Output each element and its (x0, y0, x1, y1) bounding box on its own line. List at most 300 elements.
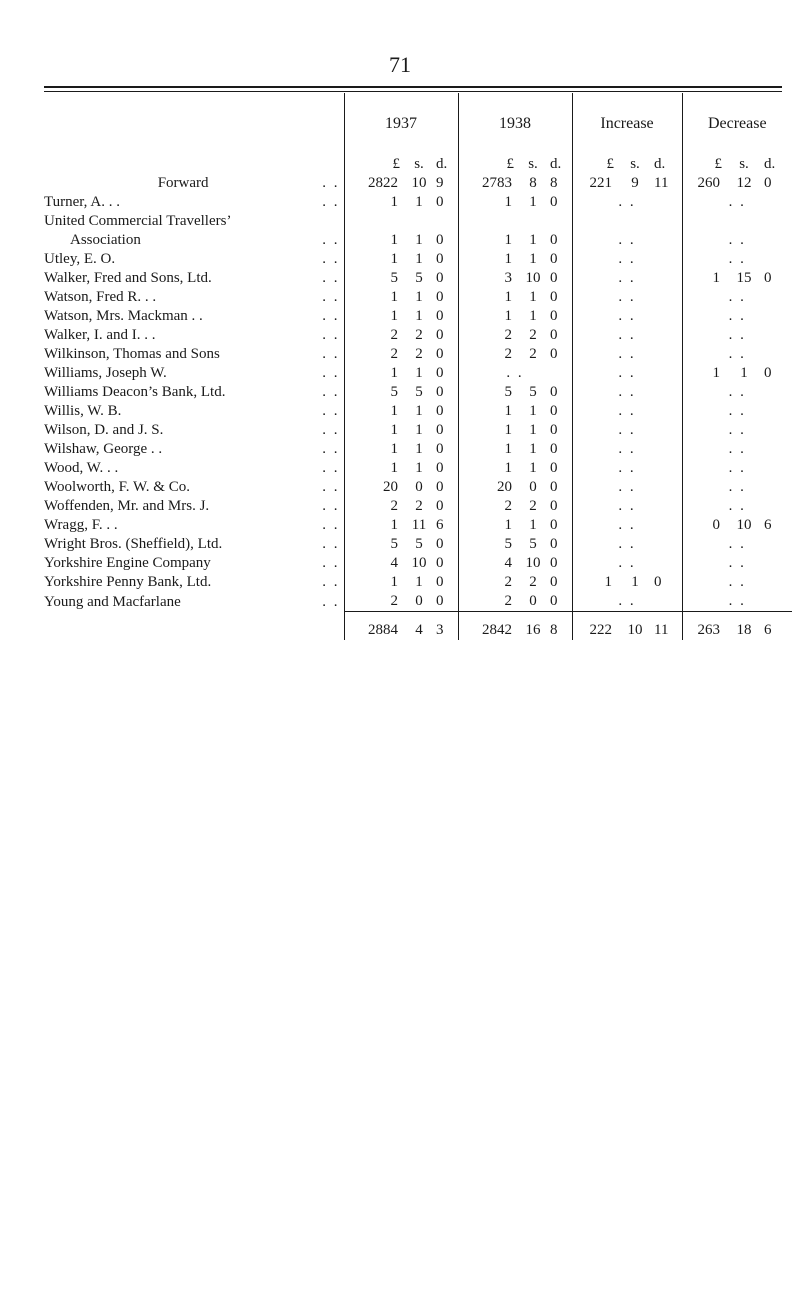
amount-1938-shillings: 1 (529, 194, 537, 210)
amount-1938-pounds: 5 (458, 383, 520, 402)
row-name (44, 212, 344, 231)
decrease-pence: 0 (764, 270, 772, 286)
row-name (44, 440, 344, 459)
table-body (44, 155, 792, 640)
row-name (44, 592, 344, 612)
leader-dots: . . (322, 441, 340, 457)
amount-1937-shillings: 0 (415, 593, 423, 609)
total-decrease-pence: 6 (760, 612, 792, 641)
amount-1937-pence: 0 (436, 460, 444, 476)
increase-empty: . . (572, 307, 682, 326)
decrease-empty: . . (682, 459, 792, 478)
decrease-empty: . . (682, 402, 792, 421)
increase-empty: . . (572, 535, 682, 554)
increase-empty: . . (572, 345, 682, 364)
total-decrease-pounds: 263 (682, 612, 728, 641)
table-row (44, 193, 792, 212)
amount-1937-pounds: 1 (344, 440, 406, 459)
amount-1938-pounds: 20 (458, 478, 520, 497)
leader-dots: . . (322, 479, 340, 495)
row-name (44, 288, 344, 307)
row-name (44, 193, 344, 212)
amount-1937-pounds: 1 (344, 421, 406, 440)
increase-empty (572, 212, 682, 231)
row-name (44, 535, 344, 554)
total-1938-shillings: 16 (520, 612, 546, 641)
table-row (44, 535, 792, 554)
amount-1938-pence: 0 (550, 403, 558, 419)
row-label: Watson, Mrs. Mackman . . (44, 308, 203, 324)
unit-pence: d. (550, 156, 562, 172)
amount-1937-shillings: 1 (415, 194, 423, 210)
table-row (44, 573, 792, 592)
decrease-empty: . . (682, 231, 792, 250)
leader-dots: . . (322, 270, 340, 286)
amount-1937-pounds: 1 (344, 193, 406, 212)
table-row (44, 459, 792, 478)
row-label: Woffenden, Mr. and Mrs. J. (44, 498, 210, 514)
amount-1937-shillings: 2 (415, 327, 423, 343)
increase-empty: . . (572, 288, 682, 307)
amount-1937-pence: 0 (436, 593, 444, 609)
row-label: Walker, Fred and Sons, Ltd. (44, 270, 212, 286)
decrease-empty (682, 212, 792, 231)
row-label: Watson, Fred R. . . (44, 289, 157, 305)
leader-dots: . . (322, 232, 340, 248)
decrease-empty: . . (682, 421, 792, 440)
amount-1938-pounds: 1 (458, 402, 520, 421)
amount-1937-shillings: 2 (415, 498, 423, 514)
decrease-pounds: 260 (682, 174, 728, 193)
row-name (44, 269, 344, 288)
row-label: Wilson, D. and J. S. (44, 422, 164, 438)
leader-dots: . . (322, 555, 340, 571)
row-label: Utley, E. O. (44, 251, 116, 267)
row-label: Young and Macfarlane (44, 593, 181, 610)
accounts-table (44, 93, 792, 640)
decrease-empty: . . (682, 478, 792, 497)
unit-pound: £ (458, 155, 520, 174)
leader-dots: . . (322, 403, 340, 419)
increase-empty: . . (572, 440, 682, 459)
amount-1937-pence: 0 (436, 555, 444, 571)
amount-1938-empty: . . (458, 364, 572, 383)
increase-empty: . . (572, 364, 682, 383)
amount-1937-shillings: 1 (415, 460, 423, 476)
decrease-empty: . . (682, 383, 792, 402)
amount-1938-pounds: 3 (458, 269, 520, 288)
amount-1938-shillings: 5 (529, 384, 537, 400)
amount-1937-pence: 0 (436, 403, 444, 419)
amount-1937-shillings: 5 (415, 270, 423, 286)
amount-1938-shillings: 1 (529, 289, 537, 305)
leader-dots: . . (322, 536, 340, 552)
amount-1937-pence: 9 (436, 175, 444, 191)
top-rule (44, 86, 782, 88)
amount-1937-pounds: 2 (344, 326, 406, 345)
amount-1938-pence: 0 (550, 593, 558, 609)
page-number: 71 (389, 52, 411, 77)
amount-1938-pence: 0 (550, 574, 558, 590)
row-name (44, 497, 344, 516)
decrease-empty: . . (682, 326, 792, 345)
amount-1938-pounds: 1 (458, 516, 520, 535)
amount-1938-pence: 0 (550, 536, 558, 552)
leader-dots: . . (322, 422, 340, 438)
decrease-shillings: 10 (736, 517, 752, 533)
row-name (44, 516, 344, 535)
amount-1938-shillings: 1 (529, 403, 537, 419)
increase-empty: . . (572, 478, 682, 497)
amount-1937-shillings: 1 (415, 365, 423, 381)
table-row (44, 364, 792, 383)
amount-1938-shillings: 2 (529, 498, 537, 514)
amount-1937-pence: 0 (436, 346, 444, 362)
decrease-empty: . . (682, 307, 792, 326)
amount-1937-shillings: 5 (415, 384, 423, 400)
decrease-empty: . . (682, 535, 792, 554)
amount-1937-shillings: 1 (415, 422, 423, 438)
leader-dots: . . (322, 327, 340, 343)
leader-dots: . . (322, 365, 340, 381)
header-1937: 1937 (344, 93, 458, 155)
unit-pound: £ (682, 155, 728, 174)
amount-1937-pence: 0 (436, 270, 444, 286)
amount-1937-pence: 0 (436, 289, 444, 305)
amount-1937-pounds: 5 (344, 535, 406, 554)
amount-1938-shillings: 1 (529, 517, 537, 533)
increase-empty: . . (572, 516, 682, 535)
increase-empty: . . (572, 554, 682, 573)
amount-1937-pounds: 2 (344, 497, 406, 516)
increase-shillings: 9 (631, 175, 639, 191)
decrease-shillings: 1 (740, 365, 748, 381)
decrease-empty: . . (682, 592, 792, 612)
amount-1937-pounds: 1 (344, 573, 406, 592)
leader-dots: . . (322, 593, 340, 610)
table-row (44, 231, 792, 250)
header-blank (44, 93, 344, 155)
total-increase-shillings: 10 (620, 612, 650, 641)
amount-1937-shillings: 1 (415, 232, 423, 248)
increase-empty: . . (572, 592, 682, 612)
amount-1938-pounds: 2 (458, 345, 520, 364)
leader-dots: . . (322, 517, 340, 533)
row-name (44, 345, 344, 364)
decrease-empty: . . (682, 497, 792, 516)
leader-dots: . . (322, 346, 340, 362)
increase-empty: . . (572, 193, 682, 212)
increase-empty: . . (572, 383, 682, 402)
table-row (44, 402, 792, 421)
amount-1937-shillings (406, 212, 432, 231)
increase-pounds: 221 (572, 174, 620, 193)
total-increase-pounds: 222 (572, 612, 620, 641)
row-label: Wilshaw, George . . (44, 441, 163, 457)
increase-empty: . . (572, 269, 682, 288)
decrease-empty: . . (682, 554, 792, 573)
amount-1937-pence: 0 (436, 194, 444, 210)
amount-1938-shillings: 0 (529, 593, 537, 609)
amount-1937-pounds: 4 (344, 554, 406, 573)
amount-1938-pence: 0 (550, 346, 558, 362)
row-name (44, 573, 344, 592)
amount-1938-pounds: 4 (458, 554, 520, 573)
amount-1937-pounds: 20 (344, 478, 406, 497)
amount-1938-pence: 0 (550, 194, 558, 210)
amount-1937-pence: 0 (436, 479, 444, 495)
row-name (44, 231, 344, 250)
amount-1937-pence: 0 (436, 365, 444, 381)
amount-1937-shillings: 1 (415, 251, 423, 267)
amount-1938-shillings: 0 (529, 479, 537, 495)
amount-1937-shillings: 1 (415, 308, 423, 324)
amount-1937-pounds: 1 (344, 516, 406, 535)
amount-1937-pounds: 1 (344, 250, 406, 269)
totals-row (44, 612, 792, 641)
top-rule-thin (44, 91, 782, 92)
row-label: Wragg, F. . . (44, 517, 118, 533)
table-row (44, 383, 792, 402)
amount-1938-shillings: 10 (525, 555, 541, 571)
leader-dots: . . (322, 574, 340, 590)
amount-1937-shillings: 1 (415, 403, 423, 419)
amount-1938-pence: 0 (550, 384, 558, 400)
amount-1937-pence: 0 (436, 441, 444, 457)
unit-shilling: s. (739, 156, 749, 172)
amount-1937-pounds: 1 (344, 307, 406, 326)
row-label: Williams Deacon’s Bank, Ltd. (44, 384, 226, 400)
amount-1938-shillings: 10 (525, 270, 541, 286)
amount-1937-pence: 0 (436, 384, 444, 400)
row-label: Wood, W. . . (44, 460, 119, 476)
table-row (44, 478, 792, 497)
amount-1937-shillings: 1 (415, 289, 423, 305)
decrease-empty: . . (682, 573, 792, 592)
amount-1937-pence: 0 (436, 251, 444, 267)
unit-pound: £ (572, 155, 620, 174)
amount-1938-pounds: 1 (458, 459, 520, 478)
row-label: Walker, I. and I. . . (44, 327, 156, 343)
row-label: Wilkinson, Thomas and Sons (44, 346, 220, 362)
amount-1938-pounds: 2 (458, 573, 520, 592)
total-1937-pence: 3 (432, 612, 458, 641)
table-row (44, 592, 792, 612)
decrease-shillings: 15 (736, 270, 752, 286)
table-row (44, 307, 792, 326)
amount-1938-pence (546, 212, 572, 231)
row-name (44, 554, 344, 573)
amount-1938-shillings: 1 (529, 422, 537, 438)
amount-1938-shillings: 5 (529, 536, 537, 552)
amount-1938-pounds: 1 (458, 440, 520, 459)
amount-1938-shillings: 1 (529, 308, 537, 324)
increase-empty: . . (572, 402, 682, 421)
leader-dots: . . (322, 194, 340, 210)
amount-1938-pounds: 5 (458, 535, 520, 554)
total-decrease-shillings: 18 (728, 612, 760, 641)
table-row (44, 345, 792, 364)
unit-pence: d. (764, 156, 776, 172)
row-name (44, 478, 344, 497)
table-row (44, 269, 792, 288)
amount-1938-pence: 0 (550, 479, 558, 495)
unit-shilling: s. (414, 156, 424, 172)
decrease-pounds: 1 (682, 364, 728, 383)
row-name (44, 364, 344, 383)
amount-1938-shillings: 1 (529, 441, 537, 457)
accounts-table-wrap (44, 93, 782, 640)
amount-1938-pence: 0 (550, 517, 558, 533)
amount-1938-pence: 0 (550, 460, 558, 476)
row-label: Wright Bros. (Sheffield), Ltd. (44, 536, 223, 552)
row-name (44, 421, 344, 440)
leader-dots: . . (322, 384, 340, 400)
amount-1938-pounds: 1 (458, 231, 520, 250)
units-row (44, 155, 792, 174)
row-label: Association (70, 232, 141, 248)
decrease-empty: . . (682, 193, 792, 212)
table-row (44, 250, 792, 269)
unit-pound: £ (344, 155, 406, 174)
amount-1938-pounds (458, 212, 520, 231)
decrease-shillings: 12 (736, 175, 752, 191)
amount-1938-pence: 0 (550, 422, 558, 438)
unit-pence: d. (436, 156, 448, 172)
total-1938-pounds: 2842 (458, 612, 520, 641)
leader-dots: . . (322, 460, 340, 476)
amount-1937-pounds: 1 (344, 402, 406, 421)
leader-dots: . . (322, 251, 340, 267)
amount-1938-pence: 0 (550, 232, 558, 248)
increase-empty: . . (572, 459, 682, 478)
amount-1937-pounds: 1 (344, 288, 406, 307)
amount-1938-pence: 0 (550, 251, 558, 267)
amount-1937-pence: 0 (436, 498, 444, 514)
amount-1937-pence: 0 (436, 422, 444, 438)
unit-shilling: s. (528, 156, 538, 172)
amount-1937-shillings: 10 (411, 555, 427, 571)
increase-empty: . . (572, 250, 682, 269)
amount-1937-pounds (344, 212, 406, 231)
leader-dots: . . (322, 498, 340, 514)
amount-1937-pounds: 2 (344, 592, 406, 612)
increase-empty: . . (572, 421, 682, 440)
year-header-row (44, 93, 792, 155)
amount-1937-pence: 0 (436, 536, 444, 552)
amount-1937-pounds: 5 (344, 383, 406, 402)
amount-1937-pounds: 1 (344, 231, 406, 250)
amount-1937-pence: 0 (436, 574, 444, 590)
increase-pence: 0 (654, 574, 662, 590)
row-name (44, 326, 344, 345)
amount-1937-shillings: 10 (411, 175, 427, 191)
amount-1937-shillings: 2 (415, 346, 423, 362)
amount-1937-pounds: 1 (344, 459, 406, 478)
amount-1938-pence: 0 (550, 441, 558, 457)
leader-dots: . . (322, 289, 340, 305)
header-1938: 1938 (458, 93, 572, 155)
row-label: Woolworth, F. W. & Co. (44, 479, 190, 495)
increase-empty: . . (572, 326, 682, 345)
amount-1938-shillings: 1 (529, 251, 537, 267)
unit-shilling: s. (630, 156, 640, 172)
amount-1937-shillings: 5 (415, 536, 423, 552)
table-row (44, 440, 792, 459)
row-name (44, 250, 344, 269)
row-name (44, 402, 344, 421)
amount-1937-shillings: 0 (415, 479, 423, 495)
increase-pence: 11 (654, 175, 669, 191)
row-label: Willis, W. B. (44, 403, 122, 419)
amount-1937-shillings: 1 (415, 441, 423, 457)
amount-1937-pounds: 1 (344, 364, 406, 383)
total-increase-pence: 11 (650, 612, 682, 641)
amount-1938-pounds: 1 (458, 421, 520, 440)
row-name (44, 459, 344, 478)
amount-1938-shillings: 2 (529, 574, 537, 590)
amount-1938-pounds: 1 (458, 250, 520, 269)
amount-1938-shillings: 1 (529, 460, 537, 476)
amount-1938-shillings: 8 (529, 175, 537, 191)
table-row (44, 554, 792, 573)
amount-1937-pounds: 5 (344, 269, 406, 288)
row-label: Williams, Joseph W. (44, 365, 167, 381)
decrease-pence: 6 (764, 517, 772, 533)
amount-1938-shillings: 2 (529, 327, 537, 343)
header-increase: Increase (572, 93, 682, 155)
table-row (44, 516, 792, 535)
amount-1938-pounds: 1 (458, 193, 520, 212)
row-name (44, 307, 344, 326)
table-row (44, 212, 792, 231)
total-1937-shillings: 4 (406, 612, 432, 641)
row-label: Yorkshire Engine Company (44, 555, 211, 571)
amount-1937-pence: 0 (436, 232, 444, 248)
amount-1938-pence: 0 (550, 498, 558, 514)
amount-1938-pounds: 2783 (458, 174, 520, 193)
units-blank (44, 155, 344, 174)
increase-pounds: 1 (572, 573, 620, 592)
total-1938-pence: 8 (546, 612, 572, 641)
row-name (44, 174, 344, 193)
amount-1937-shillings: 1 (415, 574, 423, 590)
amount-1938-shillings (520, 212, 546, 231)
row-name (44, 383, 344, 402)
amount-1938-pence: 0 (550, 270, 558, 286)
leader-dots: . . (322, 308, 340, 324)
row-label: Turner, A. . . (44, 194, 120, 210)
amount-1938-pounds: 1 (458, 288, 520, 307)
amount-1938-pence: 0 (550, 555, 558, 571)
header-decrease: Decrease (682, 93, 792, 155)
increase-empty: . . (572, 231, 682, 250)
decrease-empty: . . (682, 345, 792, 364)
amount-1937-pence: 6 (436, 517, 444, 533)
table-row (44, 497, 792, 516)
decrease-empty: . . (682, 288, 792, 307)
row-label: Forward (157, 175, 209, 191)
amount-1938-pence: 0 (550, 327, 558, 343)
amount-1937-pence (432, 212, 458, 231)
amount-1938-pence: 0 (550, 289, 558, 305)
amount-1938-shillings: 1 (529, 232, 537, 248)
amount-1938-pence: 0 (550, 308, 558, 324)
amount-1937-shillings: 11 (411, 517, 427, 533)
amount-1938-pounds: 2 (458, 592, 520, 612)
row-label: Yorkshire Penny Bank, Ltd. (44, 574, 212, 590)
totals-label-blank (44, 612, 344, 641)
